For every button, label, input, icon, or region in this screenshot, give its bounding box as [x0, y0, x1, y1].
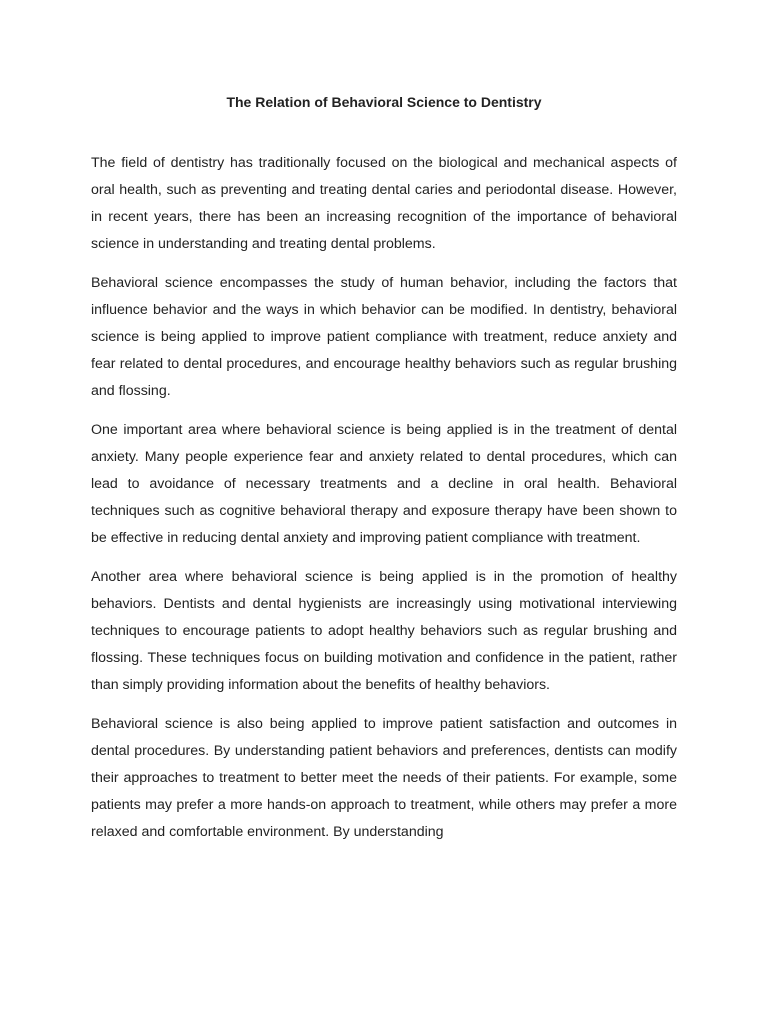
- paragraph-4: Another area where behavioral science is being applied is in the promotion of healthy behaviors. Dentists and dental hygienists are increasingly using motivational interviewing techniques to encourage patients to adopt healthy behaviors such as regular brushing and flossing. These techniques focus on building motivation and confidence in the patient, rather than simply providing information about the benefits of healthy behaviors.: [91, 569, 677, 693]
- paragraph-5: Behavioral science is also being applied to improve patient satisfaction and outcomes in dental procedures. By understanding patient behaviors and preferences, dentists can modify their approaches to treatment to better meet the needs of their patients. For example, some patients may prefer a more hands-on approach to treatment, while others may prefer a more relaxed and comfortable environment. By understanding: [91, 716, 677, 840]
- document-title: The Relation of Behavioral Science to Dentistry: [226, 94, 542, 110]
- paragraph-1: The field of dentistry has traditionally focused on the biological and mechanical aspects of oral health, such as preventing and treating dental caries and periodontal disease. However, in recent years, there has been an increasing recognition of the importance of behavioral science in understanding and treating dental problems.: [91, 155, 677, 252]
- document-body: [91, 150, 677, 858]
- paragraph-2: Behavioral science encompasses the study of human behavior, including the factors that influence behavior and the ways in which behavior can be modified. In dentistry, behavioral science is being applied to improve patient compliance with treatment, reduce anxiety and fear related to dental procedures, and encourage healthy behaviors such as regular brushing and flossing.: [91, 275, 677, 399]
- paragraph-3: One important area where behavioral science is being applied is in the treatment of dental anxiety. Many people experience fear and anxiety related to dental procedures, which can lead to avoidance of necessary treatments and a decline in oral health. Behavioral techniques such as cognitive behavioral therapy and exposure therapy have been shown to be effective in reducing dental anxiety and improving patient compliance with treatment.: [91, 422, 677, 546]
